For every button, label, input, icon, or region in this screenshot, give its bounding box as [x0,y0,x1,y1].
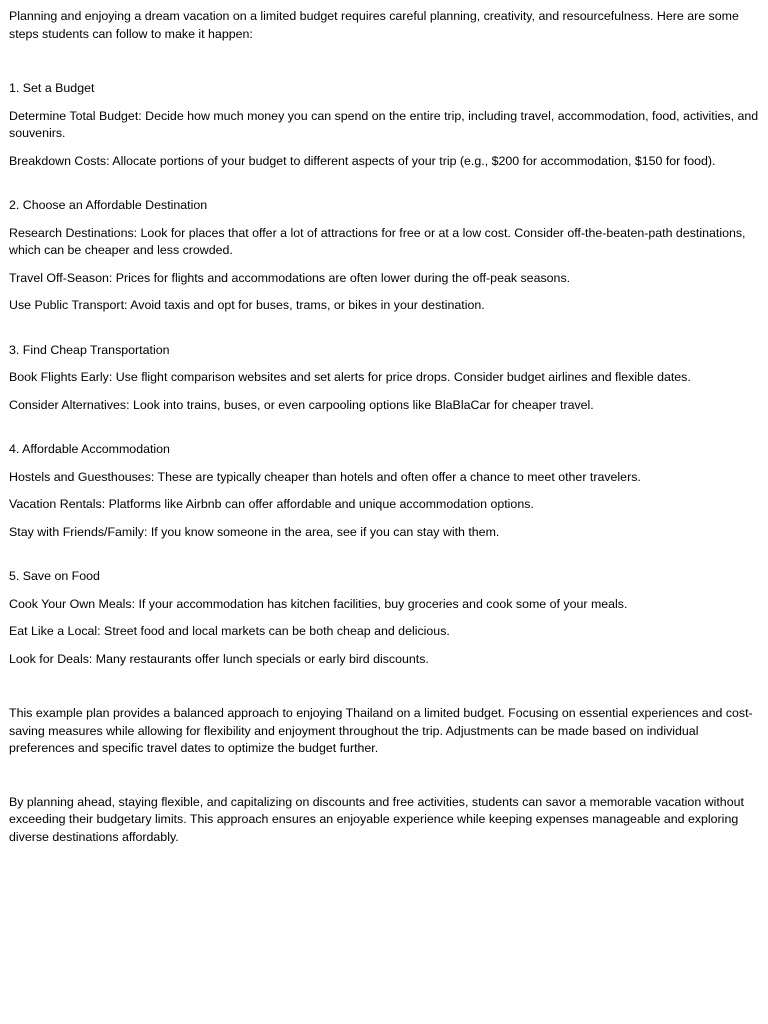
section-affordable-accommodation [9,441,759,541]
section-item: Consider Alternatives: Look into trains, buses, or even carpooling options like BlaBlaCar for cheaper travel. [9,397,594,412]
section-item: Stay with Friends/Family: If you know someone in the area, see if you can stay with them. [9,524,500,539]
section-heading: 2. Choose an Affordable Destination [9,198,208,212]
section-item: Eat Like a Local: Street food and local markets can be both cheap and delicious. [9,624,450,638]
section-cheap-transportation [9,342,759,415]
section-item: Research Destinations: Look for places that offer a lot of attractions for free or at a low cost. Consider off-the-beaten-path destinations, which can be cheaper and less crowded. [9,225,746,257]
section-item: Vacation Rentals: Platforms like Airbnb can offer affordable and unique accommodation options. [9,497,534,511]
section-item: Cook Your Own Meals: If your accommodation has kitchen facilities, buy groceries and cook some of your meals. [9,596,628,611]
section-heading: 5. Save on Food [9,569,100,583]
section-item: Book Flights Early: Use flight comparison websites and set alerts for price drops. Consider budget airlines and flexible dates. [9,370,691,384]
section-item: Look for Deals: Many restaurants offer lunch specials or early bird discounts. [9,651,429,666]
section-save-on-food [9,568,759,668]
section-heading: 3. Find Cheap Transportation [9,342,170,357]
section-item: Travel Off-Season: Prices for flights and accommodations are often lower during the off-peak seasons. [9,270,571,285]
section-item: Use Public Transport: Avoid taxis and opt for buses, trams, or bikes in your destination. [9,298,485,312]
section-heading: 1. Set a Budget [9,81,95,95]
section-affordable-destination [9,197,759,315]
section-item: Determine Total Budget: Decide how much money you can spend on the entire trip, including travel, accommodation, food, activities, and souvenirs. [9,108,759,140]
section-set-budget [9,80,759,170]
closing-paragraph: By planning ahead, staying flexible, and capitalizing on discounts and free activities, students can savor a memorable vacation without exceeding their budgetary limits. This approach ensures an enjoyable experience while keeping expenses manageable and exploring diverse destinations affordably. [9,794,744,844]
section-item: Breakdown Costs: Allocate portions of your budget to different aspects of your trip (e.g., $200 for accommodation, $150 for food). [9,153,716,168]
section-item: Hostels and Guesthouses: These are typically cheaper than hotels and often offer a chance to meet other travelers. [9,469,641,484]
intro-paragraph: Planning and enjoying a dream vacation on a limited budget requires careful planning, creativity, and resourcefulness. Here are some steps students can follow to make it happen: [9,9,739,41]
section-heading: 4. Affordable Accommodation [9,442,170,456]
closing-paragraph: This example plan provides a balanced approach to enjoying Thailand on a limited budget. Focusing on essential experiences and cost-saving measures while allowing for flexibility and enjoyment throughout the trip. Adjustments can be made based on individual preferences and specific travel dates to optimize the budget further. [9,706,753,755]
